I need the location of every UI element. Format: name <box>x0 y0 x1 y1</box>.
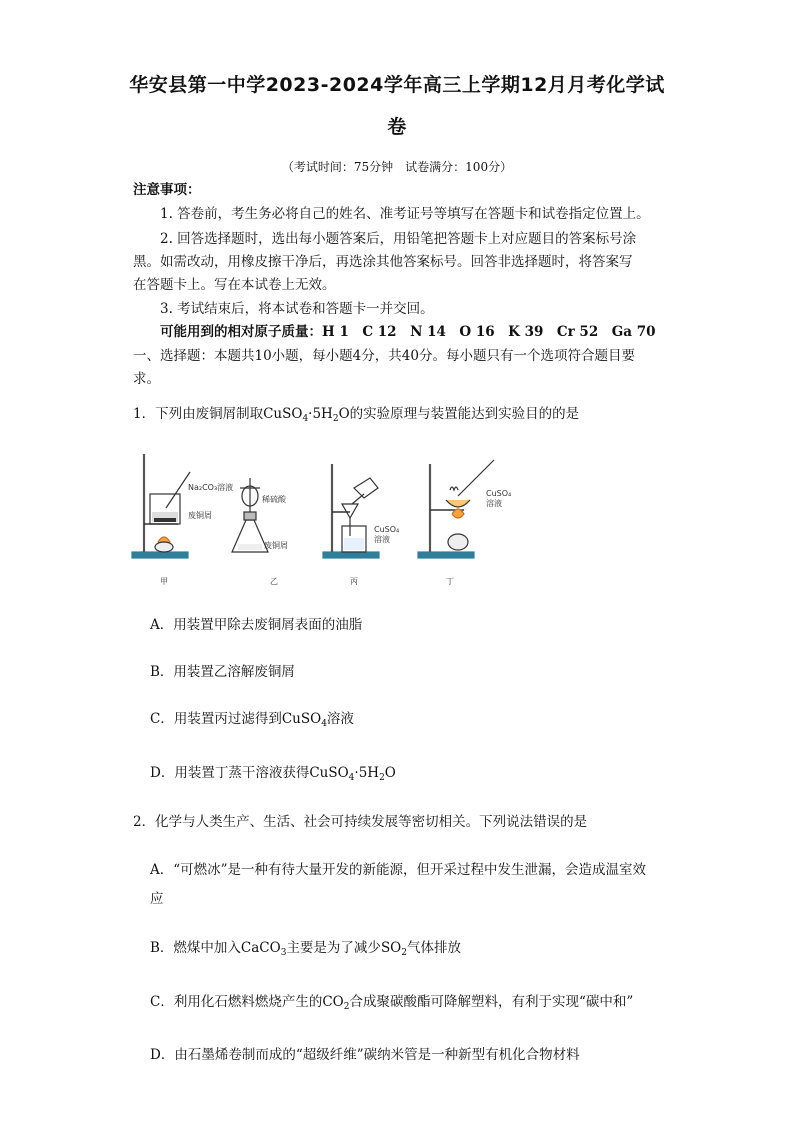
label-jia-na2co3: Na₂CO₃溶液 <box>188 483 234 492</box>
q1-option-a[interactable]: A．用装置甲除去废铜屑表面的油脂 <box>150 617 363 633</box>
q1-option-b[interactable]: B．用装置乙溶解废铜屑 <box>150 664 295 680</box>
q1-formula-sub2: 2 <box>332 414 339 424</box>
notice-item-3: 3. 考试结束后，将本试卷和答题卡一并交回。 <box>160 301 434 317</box>
q1-option-d-rest: ·5H <box>354 765 380 781</box>
caption-jia: 甲 <box>160 577 168 586</box>
label-yi-acid: 稀硫酸 <box>262 495 286 504</box>
q1-option-d-formula: CuSO <box>309 765 349 781</box>
exam-title-line2: 卷 <box>387 116 407 138</box>
label-yi-scrap: 废铜屑 <box>264 541 288 550</box>
q2-option-b-post: 气体排放 <box>407 940 461 956</box>
q2-option-b-sub2: 2 <box>401 948 407 958</box>
notice-item-2-line3: 在答题卡上。写在本试卷上无效。 <box>133 277 336 293</box>
q1-apparatus-figure <box>128 452 512 592</box>
q1-formula-sub: 4 <box>302 414 309 424</box>
apparatus-jia <box>132 454 190 558</box>
q1-formula: CuSO <box>263 406 303 422</box>
q1-stem <box>133 404 579 429</box>
q2-option-d[interactable]: D．由石墨烯卷制而成的“超级纤维”碳纳米管是一种新型有机化合物材料 <box>150 1047 580 1063</box>
exam-info: （考试时间：75分钟 试卷满分：100分） <box>281 160 513 174</box>
q1-option-c-formula: CuSO <box>281 711 322 727</box>
q1-stem-pre: 1．下列由废铜屑制取 <box>133 406 264 422</box>
q2-option-c-post: 合成聚碳酸酯可降解塑料，有利于实现“碳中和” <box>349 994 634 1010</box>
q1-stem-post: 的实验原理与装置能达到实验目的的是 <box>349 406 580 422</box>
caption-yi: 乙 <box>270 577 278 586</box>
q1-option-d-sub2: 2 <box>379 773 385 783</box>
q2-stem: 2．化学与人类生产、生活、社会可持续发展等密切相关。下列说法错误的是 <box>133 814 588 830</box>
section1-line2: 求。 <box>133 371 160 387</box>
notice-item-2-line1: 2. 回答选择题时，选出每小题答案后，用铅笔把答题卡上对应题目的答案标号涂 <box>160 231 637 247</box>
q2-option-b-caco3: CaCO <box>240 940 281 956</box>
q2-option-b[interactable] <box>150 936 461 958</box>
q2-option-c-pre: C．利用化石燃料燃烧产生的 <box>150 994 323 1010</box>
section1-line1: 一、选择题：本题共10小题，每小题4分，共40分。每小题只有一个选项符合题目要 <box>133 348 635 364</box>
apparatus-yi <box>232 478 268 552</box>
q1-option-c[interactable] <box>150 707 354 729</box>
q1-option-c-pre: C．用装置丙过滤得到 <box>150 711 282 727</box>
q1-option-d-sub: 4 <box>348 773 355 783</box>
q2-option-c[interactable] <box>150 990 633 1012</box>
apparatus-ding <box>418 460 494 558</box>
apparatus-bing <box>323 464 379 558</box>
notice-heading: 注意事项： <box>133 182 201 198</box>
q1-formula-rest: ·5H <box>308 406 333 422</box>
q1-option-d-end: O <box>384 765 396 781</box>
label-ding-cuso4: CuSO₄ <box>486 489 512 498</box>
exam-title-line1: 华安县第一中学2023-2024学年高三上学期12月月考化学试 <box>129 74 665 96</box>
caption-bing: 丙 <box>350 577 358 586</box>
q2-option-a-line1[interactable]: A．“可燃冰”是一种有待大量开发的新能源，但开采过程中发生泄漏，会造成温室效 <box>150 862 647 878</box>
atomic-mass: 可能用到的相对原子质量：H 1 C 12 N 14 O 16 K 39 Cr 52 Ga 70 <box>160 324 656 340</box>
label-bing-solution: 溶液 <box>374 535 390 544</box>
q1-option-d[interactable] <box>150 761 396 783</box>
q2-option-b-sub: 3 <box>280 948 287 958</box>
caption-ding: 丁 <box>446 577 454 586</box>
q1-formula-end: O <box>338 406 350 422</box>
q2-option-a-line2[interactable]: 应 <box>150 891 164 907</box>
q2-option-b-mid: 主要是为了减少 <box>286 940 381 956</box>
q1-option-c-post: 溶液 <box>326 711 354 727</box>
notice-item-2-line2: 黑。如需改动，用橡皮擦干净后，再选涂其他答案标号。回答非选择题时，将答案写 <box>133 254 633 270</box>
q2-option-c-sub: 2 <box>343 1002 350 1012</box>
q2-option-b-pre: B．燃煤中加入 <box>150 940 241 956</box>
label-ding-solution: 溶液 <box>486 499 502 508</box>
q2-option-c-co2: CO <box>322 994 344 1010</box>
q1-option-c-sub: 4 <box>321 719 327 729</box>
label-bing-cuso4: CuSO₄ <box>374 525 400 534</box>
notice-item-1: 1. 答卷前，考生务必将自己的姓名、准考证号等填写在答题卡和试卷指定位置上。 <box>160 206 650 222</box>
label-jia-scrap: 废铜屑 <box>188 511 212 520</box>
q1-option-d-pre: D．用装置丁蒸干溶液获得 <box>150 765 310 781</box>
q2-option-b-so2: SO <box>380 940 402 956</box>
